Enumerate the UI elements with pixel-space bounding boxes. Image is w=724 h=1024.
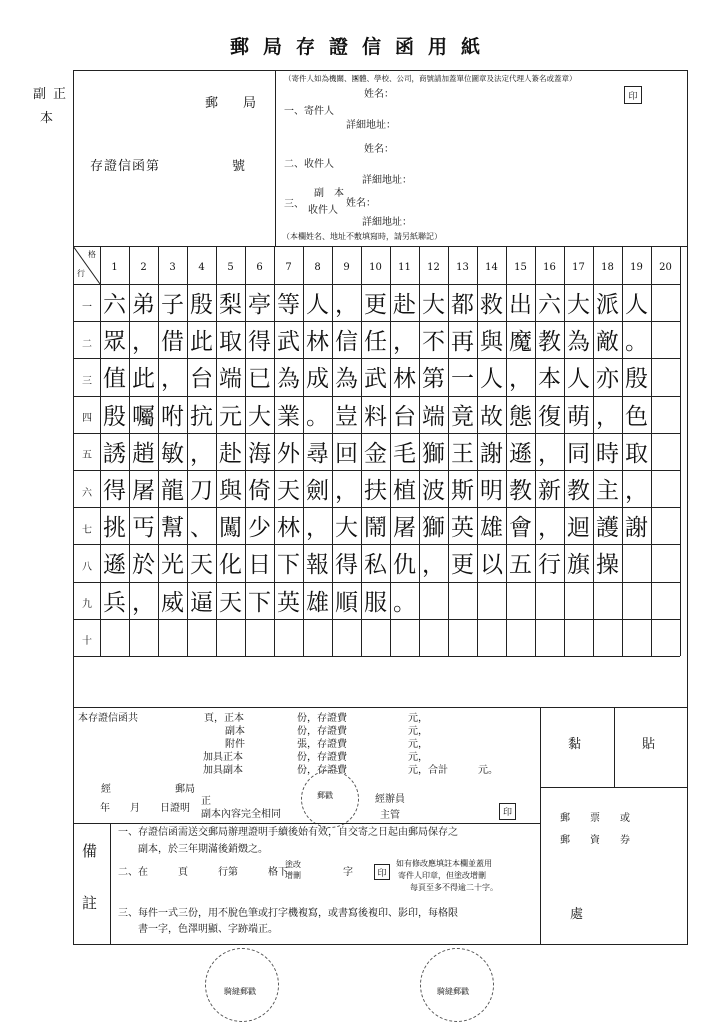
grid-cell: 外	[277, 440, 300, 467]
grid-cell: 同	[567, 440, 590, 467]
grid-cell: 。	[393, 589, 416, 616]
grid-cell: 信	[335, 329, 358, 356]
grid-cell: 武	[364, 366, 387, 393]
grid-cell: 主	[596, 478, 619, 505]
fee-line-a: 加具正本	[203, 752, 243, 763]
grid-cell: 囑	[132, 403, 155, 430]
seam-stamp-label-1: 騎縫郵戳	[224, 987, 256, 996]
grid-cell: 林	[306, 329, 329, 356]
grid-cell: ，	[625, 478, 648, 505]
row-number: 二	[82, 338, 92, 350]
post-office-label: 郵 局	[205, 96, 263, 111]
corner-label-bottom: 行	[77, 269, 85, 278]
grid-cell: 海	[248, 440, 271, 467]
grid-cell: 遜	[509, 440, 532, 467]
grid-cell: ，	[393, 329, 416, 356]
grid-col-line	[651, 246, 652, 656]
grid-cell: 倚	[248, 478, 271, 505]
fee-line-c: 元，	[408, 726, 428, 737]
grid-cell: 為	[277, 366, 300, 393]
grid-cell: 成	[306, 366, 329, 393]
grid-cell: 教	[538, 329, 561, 356]
side-label-fu: 副	[33, 87, 47, 102]
grid-cell: 雄	[306, 589, 329, 616]
grid-cell: 取	[625, 440, 648, 467]
sender-name-label: 姓名：	[364, 89, 394, 100]
fee-jing: 經	[101, 784, 111, 795]
copy-label-a: 副 本	[314, 188, 344, 199]
grid-cell: 人	[480, 366, 503, 393]
postage-place: 處	[570, 907, 584, 922]
grid-cell: 為	[567, 329, 590, 356]
grid-cell: 豈	[335, 403, 358, 430]
header-note-bottom: （本欄姓名、地址不敷填寫時，請另紙聯記）	[282, 232, 442, 241]
postmark-label: 郵戳	[317, 791, 333, 800]
grid-cell: 私	[364, 552, 387, 579]
grid-cell: 業	[277, 403, 300, 430]
row-number: 九	[82, 599, 92, 611]
grid-cell: 英	[277, 589, 300, 616]
fee-line-b: 份，存證費	[297, 752, 347, 763]
remark-2-note-1: 如有修改應填註本欄並蓋用	[396, 859, 492, 868]
column-number: 3	[169, 262, 176, 273]
grid-cell: 行	[538, 552, 561, 579]
grid-cell: 本	[538, 366, 561, 393]
seam-stamp-circle-2	[420, 948, 494, 1022]
column-number: 19	[630, 262, 643, 273]
grid-cell: 一	[451, 366, 474, 393]
grid-cell: ，	[132, 329, 155, 356]
sender-seal-box	[624, 86, 642, 104]
fee-line-a: 頁，正本	[204, 713, 244, 724]
row-number: 七	[82, 524, 92, 536]
grid-cell: 丐	[132, 515, 155, 542]
column-number: 17	[572, 262, 585, 273]
grid-cell: 刀	[190, 478, 213, 505]
grid-cell: 謝	[480, 440, 503, 467]
grid-col-line	[680, 246, 681, 656]
grid-cell: 人	[306, 292, 329, 319]
grid-cell: 出	[509, 292, 532, 319]
grid-cell: 順	[335, 589, 358, 616]
grid-cell: ，	[161, 366, 184, 393]
row-number: 十	[82, 636, 92, 648]
grid-cell: 得	[103, 478, 126, 505]
seal-mark: 印	[377, 868, 387, 879]
grid-cell: 武	[277, 329, 300, 356]
grid-cell: ，	[538, 440, 561, 467]
grid-cell: 天	[190, 552, 213, 579]
grid-cell: 眾	[103, 329, 126, 356]
grid-cell: 救	[480, 292, 503, 319]
fee-line-c: 元，	[408, 752, 428, 763]
row-number: 五	[82, 450, 92, 462]
grid-cell: ，	[422, 552, 445, 579]
remark-2d: 字	[343, 867, 353, 878]
grid-cell: 殷	[190, 292, 213, 319]
grid-cell: 態	[509, 403, 532, 430]
grid-cell: 亭	[248, 292, 271, 319]
fee-line-b: 份，存證費	[297, 713, 347, 724]
copy-name-label: 姓名：	[346, 198, 376, 209]
grid-cell: 劍	[306, 478, 329, 505]
column-number: 12	[427, 262, 440, 273]
grid-row-line	[73, 619, 680, 620]
stamp-divider	[614, 707, 615, 787]
remark-1: 一、存證信函需送交郵局辦理證明手續後始有效，自交寄之日起由郵局保存之	[118, 827, 458, 838]
header-bottom-line	[73, 246, 688, 247]
grid-cell: 天	[219, 589, 242, 616]
grid-cell: 報	[306, 552, 329, 579]
sticker-label-a: 黏	[568, 737, 582, 752]
remark-3: 三、每件一式三份，用不脫色筆或打字機複寫，或書寫後複印、影印，每格限	[118, 908, 458, 919]
grid-cell: 操	[596, 552, 619, 579]
grid-cell: 屠	[393, 515, 416, 542]
copy-label-num: 三、	[284, 199, 304, 210]
grid-cell: 龍	[161, 478, 184, 505]
grid-cell: 都	[451, 292, 474, 319]
column-number: 6	[256, 262, 263, 273]
grid-cell: ，	[132, 589, 155, 616]
column-number: 18	[601, 262, 614, 273]
grid-cell: 遜	[103, 552, 126, 579]
grid-cell: 會	[509, 515, 532, 542]
grid-cell: 植	[393, 478, 416, 505]
letter-number-suffix: 號	[232, 159, 246, 174]
grid-cell: 。	[625, 329, 648, 356]
grid-cell: 台	[393, 403, 416, 430]
remarks-label-bottom: 註	[82, 894, 98, 912]
column-number: 13	[456, 262, 469, 273]
grid-cell: 下	[248, 589, 271, 616]
grid-cell: 不	[422, 329, 445, 356]
grid-cell: ，	[538, 515, 561, 542]
copy-label-b: 收件人	[308, 205, 338, 216]
supervisor-label: 主管	[380, 810, 400, 821]
grid-cell: 回	[335, 440, 358, 467]
grid-cell: 此	[190, 329, 213, 356]
grid-cell: 與	[219, 478, 242, 505]
grid-cell: 闖	[219, 515, 242, 542]
grid-cell: 明	[480, 478, 503, 505]
grid-cell: 迴	[567, 515, 590, 542]
grid-cell: 時	[596, 440, 619, 467]
grid-cell: 挑	[103, 515, 126, 542]
grid-cell: 為	[335, 366, 358, 393]
fee-post-office: 郵局	[175, 784, 195, 795]
seam-stamp-label-2: 騎縫郵戳	[437, 987, 469, 996]
remark-2a: 二、在 頁 行第 格下	[118, 867, 288, 878]
remark-3b: 書一字，色澤明顯、字跡端正。	[138, 924, 278, 935]
fee-line-b: 份，存證費	[297, 726, 347, 737]
grid-cell: 得	[248, 329, 271, 356]
grid-cell: 下	[277, 552, 300, 579]
fee-date-line: 年 月 日證明	[100, 803, 190, 814]
grid-cell: 逼	[190, 589, 213, 616]
grid-cell: 、	[190, 515, 213, 542]
corner-label-top: 格	[88, 250, 96, 259]
grid-cell: 護	[596, 515, 619, 542]
grid-cell: 故	[480, 403, 503, 430]
grid-cell: 弟	[132, 292, 155, 319]
grid-cell: 英	[451, 515, 474, 542]
fee-right-divider	[540, 707, 541, 945]
sticker-label-b: 貼	[642, 737, 656, 752]
grid-cell: 竟	[451, 403, 474, 430]
grid-cell: 色	[625, 403, 648, 430]
column-number: 1	[111, 262, 118, 273]
grid-cell: 威	[161, 589, 184, 616]
recipient-label: 二、收件人	[284, 159, 334, 170]
fee-fu-content: 副本內容完全相同	[201, 809, 281, 820]
grid-cell: 咐	[161, 403, 184, 430]
grid-cell: 林	[393, 366, 416, 393]
grid-cell: 光	[161, 552, 184, 579]
remark-2b: 塗改	[285, 860, 301, 869]
grid-cell: 第	[422, 366, 445, 393]
grid-cell: 獅	[422, 440, 445, 467]
column-number: 11	[398, 262, 411, 273]
grid-cell: 少	[248, 515, 271, 542]
remark-2-note-3: 每頁至多不得逾二十字。	[410, 883, 498, 892]
grid-cell: 以	[480, 552, 503, 579]
grid-cell: 更	[364, 292, 387, 319]
grid-cell: 教	[567, 478, 590, 505]
grid-row-line	[73, 656, 680, 657]
remarks-top-line	[73, 823, 540, 824]
remark-1b: 副本，於三年期滿後銷燬之。	[138, 844, 268, 855]
copy-address-label: 詳細地址：	[362, 217, 412, 228]
fee-top-line	[73, 707, 688, 708]
fee-line-c: 元，合計 元。	[408, 765, 498, 776]
grid-cell: 鬧	[364, 515, 387, 542]
grid-cell: 於	[132, 552, 155, 579]
grid-cell: 毛	[393, 440, 416, 467]
grid-cell: 謝	[625, 515, 648, 542]
grid-cell: 大	[248, 403, 271, 430]
side-label-zheng: 正	[53, 87, 67, 102]
sender-label: 一、寄件人	[284, 106, 334, 117]
grid-cell: 化	[219, 552, 242, 579]
grid-cell: 雄	[480, 515, 503, 542]
fee-zheng: 正	[201, 796, 211, 807]
grid-cell: 兵	[103, 589, 126, 616]
grid-cell: 人	[625, 292, 648, 319]
grid-cell: 金	[364, 440, 387, 467]
grid-cell: 端	[219, 366, 242, 393]
grid-cell: 得	[335, 552, 358, 579]
header-divider	[275, 70, 276, 246]
grid-cell: 亦	[596, 366, 619, 393]
grid-cell: 殷	[103, 403, 126, 430]
grid-cell: 林	[277, 515, 300, 542]
grid-cell: 幫	[161, 515, 184, 542]
grid-cell: 子	[161, 292, 184, 319]
grid-cell: 赴	[393, 292, 416, 319]
grid-cell: 波	[422, 478, 445, 505]
remarks-label-divider	[110, 823, 111, 945]
grid-cell: 台	[190, 366, 213, 393]
fee-line-b: 張，存證費	[297, 739, 347, 750]
fee-total-label: 本存證信函共	[78, 713, 138, 724]
grid-cell: 敏	[161, 440, 184, 467]
grid-cell: 更	[451, 552, 474, 579]
grid-cell: 六	[103, 292, 126, 319]
fee-line-b: 份，存證費	[297, 765, 347, 776]
grid-cell: 誘	[103, 440, 126, 467]
column-number: 15	[514, 262, 527, 273]
grid-cell: 大	[567, 292, 590, 319]
column-number: 10	[369, 262, 382, 273]
remarks-label-top: 備	[82, 842, 98, 860]
grid-cell: 已	[248, 366, 271, 393]
grid-cell: 大	[422, 292, 445, 319]
grid-cell: 等	[277, 292, 300, 319]
column-number: 7	[285, 262, 292, 273]
form-title: 郵局存證信函用紙	[229, 36, 494, 58]
grid-cell: 。	[306, 403, 329, 430]
grid-cell: 此	[132, 366, 155, 393]
grid-cell: 梨	[219, 292, 242, 319]
seal-mark: 印	[502, 808, 512, 818]
seam-stamp-circle-1	[205, 948, 279, 1022]
grid-cell: 仇	[393, 552, 416, 579]
sender-address-label: 詳細地址：	[346, 120, 396, 131]
fee-line-a: 附件	[225, 739, 245, 750]
grid-cell: 派	[596, 292, 619, 319]
fee-line-a: 加具副本	[203, 765, 243, 776]
grid-cell: ，	[335, 292, 358, 319]
column-number: 5	[227, 262, 234, 273]
grid-cell: 六	[538, 292, 561, 319]
grid-cell: 抗	[190, 403, 213, 430]
grid-cell: 新	[538, 478, 561, 505]
remark-2-note-2: 寄件人印章，但塗改增刪	[398, 871, 486, 880]
stamp-box-line	[540, 787, 688, 788]
column-number: 16	[543, 262, 556, 273]
side-label-ben: 本	[40, 111, 54, 126]
grid-cell: 王	[451, 440, 474, 467]
column-number: 20	[659, 262, 672, 273]
grid-cell: 人	[567, 366, 590, 393]
grid-cell: 旗	[567, 552, 590, 579]
remark-seal-box	[374, 864, 390, 880]
grid-cell: 值	[103, 366, 126, 393]
grid-cell: ，	[306, 515, 329, 542]
grid-cell: 大	[335, 515, 358, 542]
grid-cell: 敵	[596, 329, 619, 356]
header-note-top: （寄件人如為機關、團體、學校、公司，商號請加蓋單位圖章及法定代理人簽名或蓋章）	[284, 74, 577, 83]
grid-cell: 魔	[509, 329, 532, 356]
seal-mark: 印	[628, 91, 638, 102]
supervisor-seal-box	[499, 803, 516, 820]
recipient-address-label: 詳細地址：	[362, 175, 412, 186]
grid-cell: 日	[248, 552, 271, 579]
row-number: 四	[82, 413, 92, 425]
grid-cell: 尋	[306, 440, 329, 467]
grid-cell: ，	[190, 440, 213, 467]
grid-cell: 教	[509, 478, 532, 505]
grid-cell: 元	[219, 403, 242, 430]
row-number: 八	[82, 562, 92, 573]
row-number: 一	[82, 301, 92, 313]
column-number: 14	[485, 262, 498, 273]
grid-cell: 借	[161, 329, 184, 356]
row-number: 六	[82, 487, 92, 499]
grid-cell: ，	[335, 478, 358, 505]
grid-cell: 趙	[132, 440, 155, 467]
postage-line-1: 郵 票 或	[560, 813, 630, 824]
fee-line-a: 副本	[225, 726, 245, 737]
letter-number-prefix: 存證信函第	[90, 159, 161, 174]
grid-cell: 扶	[364, 478, 387, 505]
recipient-name-label: 姓名：	[364, 144, 394, 155]
column-number: 4	[198, 262, 205, 273]
grid-cell: 殷	[625, 366, 648, 393]
grid-cell: 與	[480, 329, 503, 356]
grid-cell: 獅	[422, 515, 445, 542]
grid-cell: 再	[451, 329, 474, 356]
fee-line-c: 元，	[408, 739, 428, 750]
grid-cell: 取	[219, 329, 242, 356]
column-number: 2	[140, 262, 147, 273]
grid-cell: ，	[509, 366, 532, 393]
postage-line-2: 郵 資 券	[560, 835, 630, 846]
grid-cell: 屠	[132, 478, 155, 505]
row-number: 三	[82, 376, 92, 387]
remark-2c: 增刪	[285, 871, 301, 880]
grid-cell: 端	[422, 403, 445, 430]
grid-cell: 斯	[451, 478, 474, 505]
grid-cell: 料	[364, 403, 387, 430]
grid-cell: 五	[509, 552, 532, 579]
fee-line-c: 元，	[408, 713, 428, 724]
grid-cell: 赴	[219, 440, 242, 467]
grid-cell: 復	[538, 403, 561, 430]
grid-cell: 天	[277, 478, 300, 505]
grid-cell: 服	[364, 589, 387, 616]
handler-label: 經辦員	[375, 794, 405, 805]
grid-cell: 萌	[567, 403, 590, 430]
grid-cell: ，	[596, 403, 619, 430]
grid-cell: 任	[364, 329, 387, 356]
column-number: 9	[343, 262, 350, 273]
column-number: 8	[314, 262, 321, 273]
